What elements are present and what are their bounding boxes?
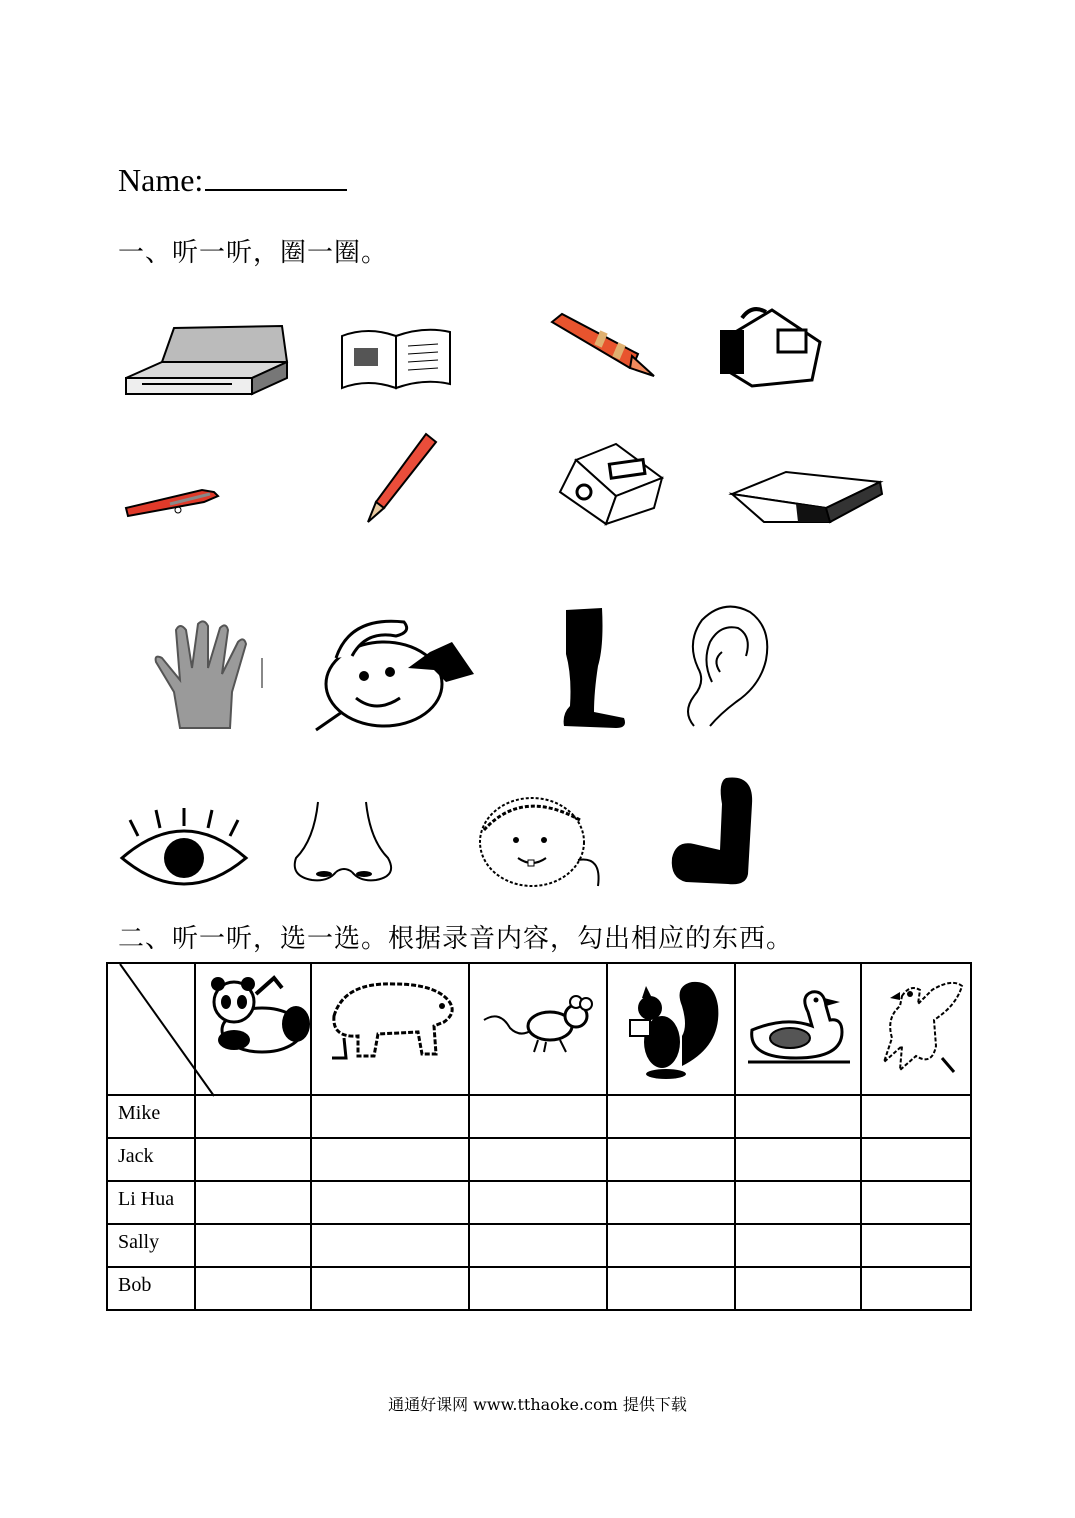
answer-cell[interactable]: [861, 1267, 971, 1310]
answer-cell[interactable]: [607, 1095, 735, 1138]
answer-cell[interactable]: [861, 1138, 971, 1181]
answer-cell[interactable]: [311, 1138, 469, 1181]
face-icon[interactable]: [462, 790, 606, 890]
name-cell-bob: Bob: [107, 1267, 195, 1310]
school-bag-icon[interactable]: [712, 300, 828, 392]
panda-icon: [204, 974, 316, 1056]
answer-cell[interactable]: [195, 1138, 311, 1181]
answer-cell[interactable]: [607, 1138, 735, 1181]
section1-title: 一、听一听，圈一圈。: [118, 238, 389, 268]
head-icon[interactable]: [306, 612, 482, 734]
name-cell-lihua: Li Hua: [107, 1181, 195, 1224]
corner-cell: [107, 963, 195, 1095]
name-cell-mike: Mike: [107, 1095, 195, 1138]
answer-cell[interactable]: [195, 1224, 311, 1267]
duck-icon: [746, 988, 856, 1066]
answer-cell[interactable]: [607, 1181, 735, 1224]
pencil-box-icon[interactable]: [122, 322, 292, 400]
animal-cell-mouse: [469, 963, 607, 1095]
answer-cell[interactable]: [469, 1267, 607, 1310]
answer-cell[interactable]: [311, 1224, 469, 1267]
animal-cell-bird: [861, 963, 971, 1095]
squirrel-icon: [626, 976, 726, 1080]
answer-cell[interactable]: [607, 1224, 735, 1267]
animal-cell-squirrel: [607, 963, 735, 1095]
animal-cell-panda: [195, 963, 311, 1095]
ear-icon[interactable]: [680, 602, 776, 730]
name-field: [118, 162, 347, 199]
answer-cell[interactable]: [195, 1267, 311, 1310]
name-label: Name:: [118, 162, 204, 198]
section2-title: 二、听一听，选一选。根据录音内容，勾出相应的东西。: [118, 924, 794, 954]
answer-cell[interactable]: [469, 1181, 607, 1224]
pencil-icon[interactable]: [364, 432, 444, 526]
name-blank[interactable]: [205, 163, 347, 191]
book-icon[interactable]: [338, 322, 456, 394]
crayon-icon[interactable]: [546, 310, 658, 380]
name-cell-sally: Sally: [107, 1224, 195, 1267]
answer-cell[interactable]: [311, 1095, 469, 1138]
answer-cell[interactable]: [469, 1224, 607, 1267]
answer-cell[interactable]: [735, 1224, 861, 1267]
foot-icon[interactable]: [668, 774, 764, 888]
name-cell-jack: Jack: [107, 1138, 195, 1181]
mouse-icon: [480, 990, 602, 1054]
answer-cell[interactable]: [861, 1181, 971, 1224]
nose-icon[interactable]: [288, 800, 402, 886]
answer-cell[interactable]: [735, 1267, 861, 1310]
bird-icon: [872, 976, 966, 1078]
footer-text: 通通好课网 www.tthaoke.com 提供下载: [388, 1395, 687, 1414]
eraser-icon[interactable]: [726, 464, 886, 526]
answer-cell[interactable]: [469, 1138, 607, 1181]
answer-cell[interactable]: [195, 1095, 311, 1138]
leg-icon[interactable]: [554, 606, 630, 732]
eye-icon[interactable]: [118, 806, 250, 886]
sharpener-icon[interactable]: [556, 438, 668, 528]
answer-cell[interactable]: [861, 1095, 971, 1138]
hand-icon[interactable]: [150, 618, 268, 730]
bear-icon: [324, 976, 458, 1058]
answer-table: [106, 962, 972, 1311]
answer-cell[interactable]: [861, 1224, 971, 1267]
answer-cell[interactable]: [735, 1095, 861, 1138]
answer-cell[interactable]: [607, 1267, 735, 1310]
answer-cell[interactable]: [735, 1181, 861, 1224]
animal-cell-bear: [311, 963, 469, 1095]
answer-cell[interactable]: [735, 1138, 861, 1181]
pen-icon[interactable]: [122, 482, 226, 518]
answer-cell[interactable]: [311, 1267, 469, 1310]
answer-cell[interactable]: [311, 1181, 469, 1224]
answer-cell[interactable]: [469, 1095, 607, 1138]
animal-cell-duck: [735, 963, 861, 1095]
answer-cell[interactable]: [195, 1181, 311, 1224]
